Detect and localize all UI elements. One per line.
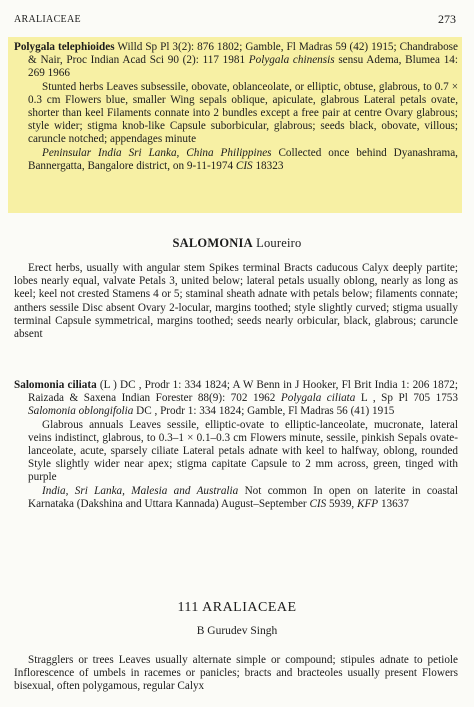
entry-salomonia-ciliata bbox=[14, 379, 458, 511]
species-distribution: Peninsular India Sri Lanka, China Philippines Collected once behind Dyanashrama, Bannergatta, Bangalore district, on 9-11-1974 CIS 18323 bbox=[28, 146, 458, 172]
synonym-name: Polygala chinensis bbox=[248, 54, 335, 67]
page-number: 273 bbox=[438, 12, 456, 26]
family-author: B Gurudev Singh bbox=[196, 625, 278, 637]
genus-heading: SALOMONIA Loureiro bbox=[172, 236, 302, 250]
species-name: Polygala telephioides bbox=[14, 41, 115, 53]
synonym-name: Polygala ciliata bbox=[280, 392, 356, 405]
entry-polygala-telephioides bbox=[14, 41, 458, 173]
synonym-name: Salomonia oblongifolia bbox=[28, 405, 134, 418]
species-description: Glabrous annuals Leaves sessile, elliptic-ovate to elliptic-lanceolate, mucronate, lateral veins indistinct, glabrous, to 0.3–1 × 0.1–0.3 cm Flowers minute, sessile, pinkish Sepals ovate-lanceolate, acute, sparsely ciliate Lateral petals adnate with keel to halfway, oblong, rounded Style slightly wider near apex; stigma capitate Capsule to 2 mm across, green, tinged with purple bbox=[28, 418, 458, 484]
genus-description: Erect herbs, usually with angular stem Spikes terminal Bracts caducous Calyx deeply partite; lobes nearly equal, valvate Petals 3, united below; lateral petals usually oblong, nearly as long as keel; keel not crested Stamens 4 or 5; staminal sheath adnate with petals below; filaments connate; anthers sessile Disc absent Ovary 2-locular, margins toothed; style slightly curved; stigma usually terminal Capsule symmetrical, margins toothed; seeds nearly orbicular, black, glabrous; caruncle absent bbox=[14, 262, 458, 341]
species-citation: Polygala telephioides Willd Sp Pl 3(2): 876 1802; Gamble, Fl Madras 59 (42) 1915; Chandrabose & Nair, Proc Indian Acad Sci 90 (2): 117 1981 Polygala chinensis sensu Adema, Blumea 14: 269 1966 bbox=[14, 41, 458, 80]
running-head: ARALIACEAE bbox=[14, 14, 81, 25]
species-description: Stunted herbs Leaves subsessile, obovate, oblanceolate, or elliptic, obtuse, glabrous, to 0.7 × 0.3 cm Flowers blue, smaller Wing sepals oblique, apiculate, glabrous Lateral petals ovate, shorter than keel Filaments connate into 2 bundles except a free pair at centre Ovary glabrous; style wider; stigma knob-like Capsule suborbicular, glabrous; seeds black, obovate, villous; caruncle notched; appendages minute bbox=[28, 80, 458, 146]
species-citation: Salomonia ciliata (L ) DC , Prodr 1: 334 1824; A W Benn in J Hooker, Fl Brit India 1: 206 1872; Raizada & Saxena Indian Forester 88(9): 702 1962 Polygala ciliata L , Sp Pl 705 1753 Salomonia oblongifolia DC , Prodr 1: 334 1824; Gamble, Fl Madras 56 (41) 1915 bbox=[14, 379, 459, 418]
species-name: Salomonia ciliata bbox=[14, 379, 97, 391]
family-heading: 111 ARALIACEAE bbox=[177, 600, 297, 615]
species-distribution: India, Sri Lanka, Malesia and Australia Not common In open on laterite in coastal Karnataka (Dakshina and Uttara Kannada) August–September CIS 5939, KFP 13637 bbox=[28, 484, 458, 510]
family-description: Stragglers or trees Leaves usually alternate simple or compound; stipules adnate to petiole Inflorescence of umbels in racemes or panicles; bracts and bracteoles usually present Flowers bisexual, often polygamous, regular Calyx bbox=[14, 654, 458, 693]
